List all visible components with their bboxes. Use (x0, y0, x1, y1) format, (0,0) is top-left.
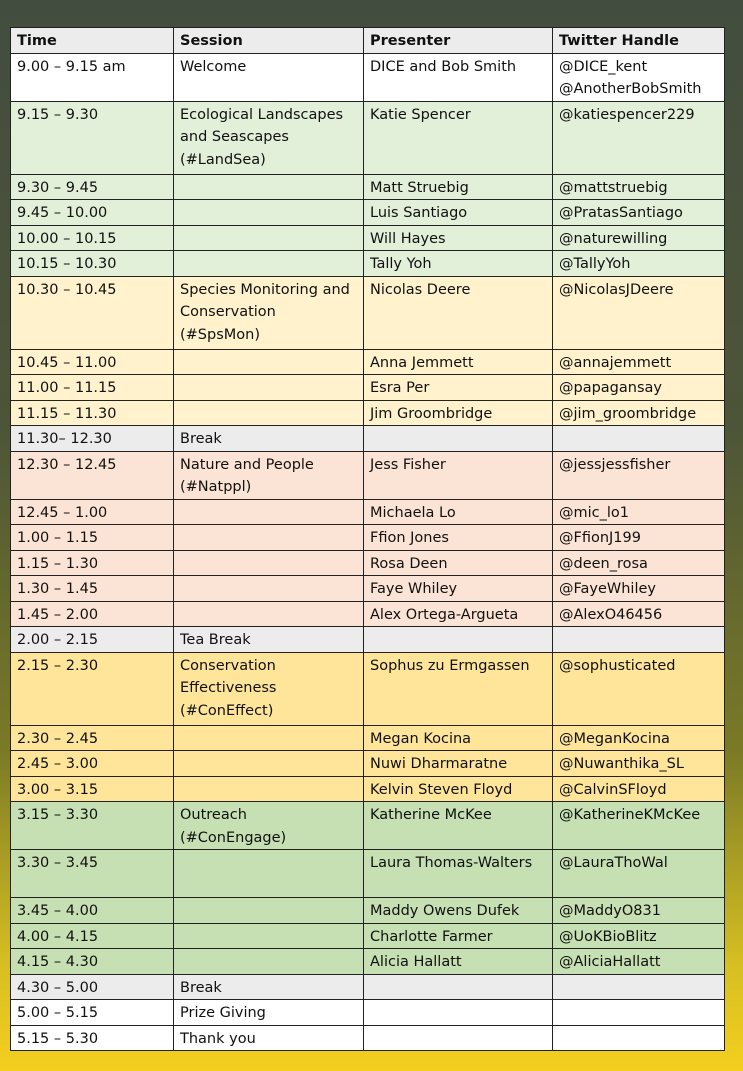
presenter-cell: Megan Kocina (364, 725, 553, 751)
session-cell: Ecological Landscapes and Seascapes (#LandSea) (174, 101, 364, 174)
session-cell: Break (174, 974, 364, 1000)
presenter-cell: Faye Whiley (364, 576, 553, 602)
table-row (11, 725, 725, 751)
handle-cell: @papagansay (553, 375, 725, 401)
handle-cell: @annajemmett (553, 349, 725, 375)
session-cell (174, 174, 364, 200)
presenter-cell: Ffion Jones (364, 525, 553, 551)
time-cell: 1.30 – 1.45 (11, 576, 174, 602)
handle-cell: @katiespencer229 (553, 101, 725, 174)
time-cell: 1.45 – 2.00 (11, 601, 174, 627)
table-row (11, 601, 725, 627)
presenter-cell: Esra Per (364, 375, 553, 401)
session-cell (174, 349, 364, 375)
handle-cell: @AlexO46456 (553, 601, 725, 627)
session-cell (174, 776, 364, 802)
time-cell: 3.15 – 3.30 (11, 802, 174, 850)
session-cell (174, 525, 364, 551)
presenter-cell: Jim Groombridge (364, 400, 553, 426)
table-row (11, 225, 725, 251)
presenter-cell: Maddy Owens Dufek (364, 898, 553, 924)
handle-cell: @mic_lo1 (553, 499, 725, 525)
handle-cell: @deen_rosa (553, 550, 725, 576)
handle-cell: @UoKBioBlitz (553, 923, 725, 949)
session-cell: Thank you (174, 1025, 364, 1051)
session-cell (174, 898, 364, 924)
presenter-cell: Matt Struebig (364, 174, 553, 200)
time-cell: 2.00 – 2.15 (11, 627, 174, 653)
presenter-cell: Jess Fisher (364, 451, 553, 499)
presenter-cell: Rosa Deen (364, 550, 553, 576)
header-twitter-handle: Twitter Handle (553, 28, 725, 54)
presenter-cell (364, 1000, 553, 1026)
presenter-cell: Charlotte Farmer (364, 923, 553, 949)
table-row (11, 349, 725, 375)
presenter-cell: Tally Yoh (364, 251, 553, 277)
session-cell (174, 225, 364, 251)
table-row (11, 751, 725, 777)
handle-cell: @naturewilling (553, 225, 725, 251)
handle-cell: @Nuwanthika_SL (553, 751, 725, 777)
presenter-cell: Luis Santiago (364, 200, 553, 226)
time-cell: 12.30 – 12.45 (11, 451, 174, 499)
table-row (11, 776, 725, 802)
table-row (11, 426, 725, 452)
session-cell: Conservation Effectiveness (#ConEffect) (174, 652, 364, 725)
handle-cell (553, 426, 725, 452)
table-row (11, 400, 725, 426)
presenter-cell: Katie Spencer (364, 101, 553, 174)
session-cell (174, 400, 364, 426)
presenter-cell: Sophus zu Ermgassen (364, 652, 553, 725)
table-row (11, 499, 725, 525)
handle-cell: @jim_groombridge (553, 400, 725, 426)
header-row (11, 28, 725, 54)
presenter-cell (364, 974, 553, 1000)
presenter-cell: Alex Ortega-Argueta (364, 601, 553, 627)
presenter-cell (364, 426, 553, 452)
table-row (11, 451, 725, 499)
handle-cell: @AliciaHallatt (553, 949, 725, 975)
handle-cell: @sophusticated (553, 652, 725, 725)
table-row (11, 276, 725, 349)
session-cell (174, 751, 364, 777)
handle-cell: @MaddyO831 (553, 898, 725, 924)
session-cell (174, 923, 364, 949)
session-cell (174, 725, 364, 751)
table-row (11, 627, 725, 653)
time-cell: 10.45 – 11.00 (11, 349, 174, 375)
presenter-cell (364, 1025, 553, 1051)
time-cell: 2.15 – 2.30 (11, 652, 174, 725)
handle-cell: @PratasSantiago (553, 200, 725, 226)
time-cell: 9.45 – 10.00 (11, 200, 174, 226)
time-cell: 2.30 – 2.45 (11, 725, 174, 751)
session-cell (174, 850, 364, 898)
table-row (11, 1025, 725, 1051)
session-cell (174, 200, 364, 226)
table-row (11, 802, 725, 850)
time-cell: 11.15 – 11.30 (11, 400, 174, 426)
presenter-cell: Michaela Lo (364, 499, 553, 525)
table-row (11, 576, 725, 602)
time-cell: 9.15 – 9.30 (11, 101, 174, 174)
handle-cell (553, 53, 725, 101)
session-cell: Welcome (174, 53, 364, 101)
presenter-cell: Alicia Hallatt (364, 949, 553, 975)
handle-line: @DICE_kent (559, 58, 648, 75)
handle-cell (553, 1025, 725, 1051)
table-row (11, 53, 725, 101)
table-row (11, 652, 725, 725)
table-row (11, 174, 725, 200)
time-cell: 3.00 – 3.15 (11, 776, 174, 802)
time-cell: 3.45 – 4.00 (11, 898, 174, 924)
time-cell: 2.45 – 3.00 (11, 751, 174, 777)
handle-cell: @FayeWhiley (553, 576, 725, 602)
handle-cell: @mattstruebig (553, 174, 725, 200)
handle-cell (553, 974, 725, 1000)
time-cell: 11.30– 12.30 (11, 426, 174, 452)
table-row (11, 1000, 725, 1026)
time-cell: 3.30 – 3.45 (11, 850, 174, 898)
session-cell: Species Monitoring and Conservation (#SpsMon) (174, 276, 364, 349)
presenter-cell (364, 627, 553, 653)
time-cell: 4.00 – 4.15 (11, 923, 174, 949)
time-cell: 10.30 – 10.45 (11, 276, 174, 349)
time-cell: 10.00 – 10.15 (11, 225, 174, 251)
session-cell: Nature and People (#Natppl) (174, 451, 364, 499)
presenter-cell: Will Hayes (364, 225, 553, 251)
table-row (11, 251, 725, 277)
handle-cell: @KatherineKMcKee (553, 802, 725, 850)
header-time: Time (11, 28, 174, 54)
session-cell (174, 576, 364, 602)
handle-cell: @FfionJ199 (553, 525, 725, 551)
session-cell (174, 550, 364, 576)
table-row (11, 550, 725, 576)
presenter-cell: Nuwi Dharmaratne (364, 751, 553, 777)
handle-cell (553, 627, 725, 653)
session-cell (174, 499, 364, 525)
session-cell (174, 375, 364, 401)
session-cell: Outreach (#ConEngage) (174, 802, 364, 850)
session-cell: Break (174, 426, 364, 452)
time-cell: 4.15 – 4.30 (11, 949, 174, 975)
presenter-cell: Kelvin Steven Floyd (364, 776, 553, 802)
header-session: Session (174, 28, 364, 54)
time-cell: 5.15 – 5.30 (11, 1025, 174, 1051)
table-row (11, 375, 725, 401)
table-row (11, 850, 725, 898)
session-cell: Tea Break (174, 627, 364, 653)
time-cell: 5.00 – 5.15 (11, 1000, 174, 1026)
presenter-cell: Nicolas Deere (364, 276, 553, 349)
time-cell: 4.30 – 5.00 (11, 974, 174, 1000)
handle-cell: @TallyYoh (553, 251, 725, 277)
table-row (11, 101, 725, 174)
table-row (11, 923, 725, 949)
header-presenter: Presenter (364, 28, 553, 54)
handle-cell: @CalvinSFloyd (553, 776, 725, 802)
session-cell (174, 251, 364, 277)
time-cell: 10.15 – 10.30 (11, 251, 174, 277)
schedule-table (10, 27, 725, 1051)
handle-cell: @jessjessfisher (553, 451, 725, 499)
table-row (11, 200, 725, 226)
presenter-cell: Katherine McKee (364, 802, 553, 850)
handle-cell (553, 1000, 725, 1026)
session-cell (174, 601, 364, 627)
table-row (11, 949, 725, 975)
time-cell: 1.15 – 1.30 (11, 550, 174, 576)
time-cell: 11.00 – 11.15 (11, 375, 174, 401)
table-row (11, 974, 725, 1000)
presenter-cell: DICE and Bob Smith (364, 53, 553, 101)
table-row (11, 898, 725, 924)
handle-line: @AnotherBobSmith (559, 81, 702, 97)
presenter-cell: Laura Thomas-Walters (364, 850, 553, 898)
session-cell (174, 949, 364, 975)
table-row (11, 525, 725, 551)
handle-cell: @NicolasJDeere (553, 276, 725, 349)
session-cell: Prize Giving (174, 1000, 364, 1026)
handle-cell: @MeganKocina (553, 725, 725, 751)
time-cell: 9.00 – 9.15 am (11, 53, 174, 101)
time-cell: 12.45 – 1.00 (11, 499, 174, 525)
handle-cell: @LauraThoWal (553, 850, 725, 898)
time-cell: 9.30 – 9.45 (11, 174, 174, 200)
presenter-cell: Anna Jemmett (364, 349, 553, 375)
time-cell: 1.00 – 1.15 (11, 525, 174, 551)
